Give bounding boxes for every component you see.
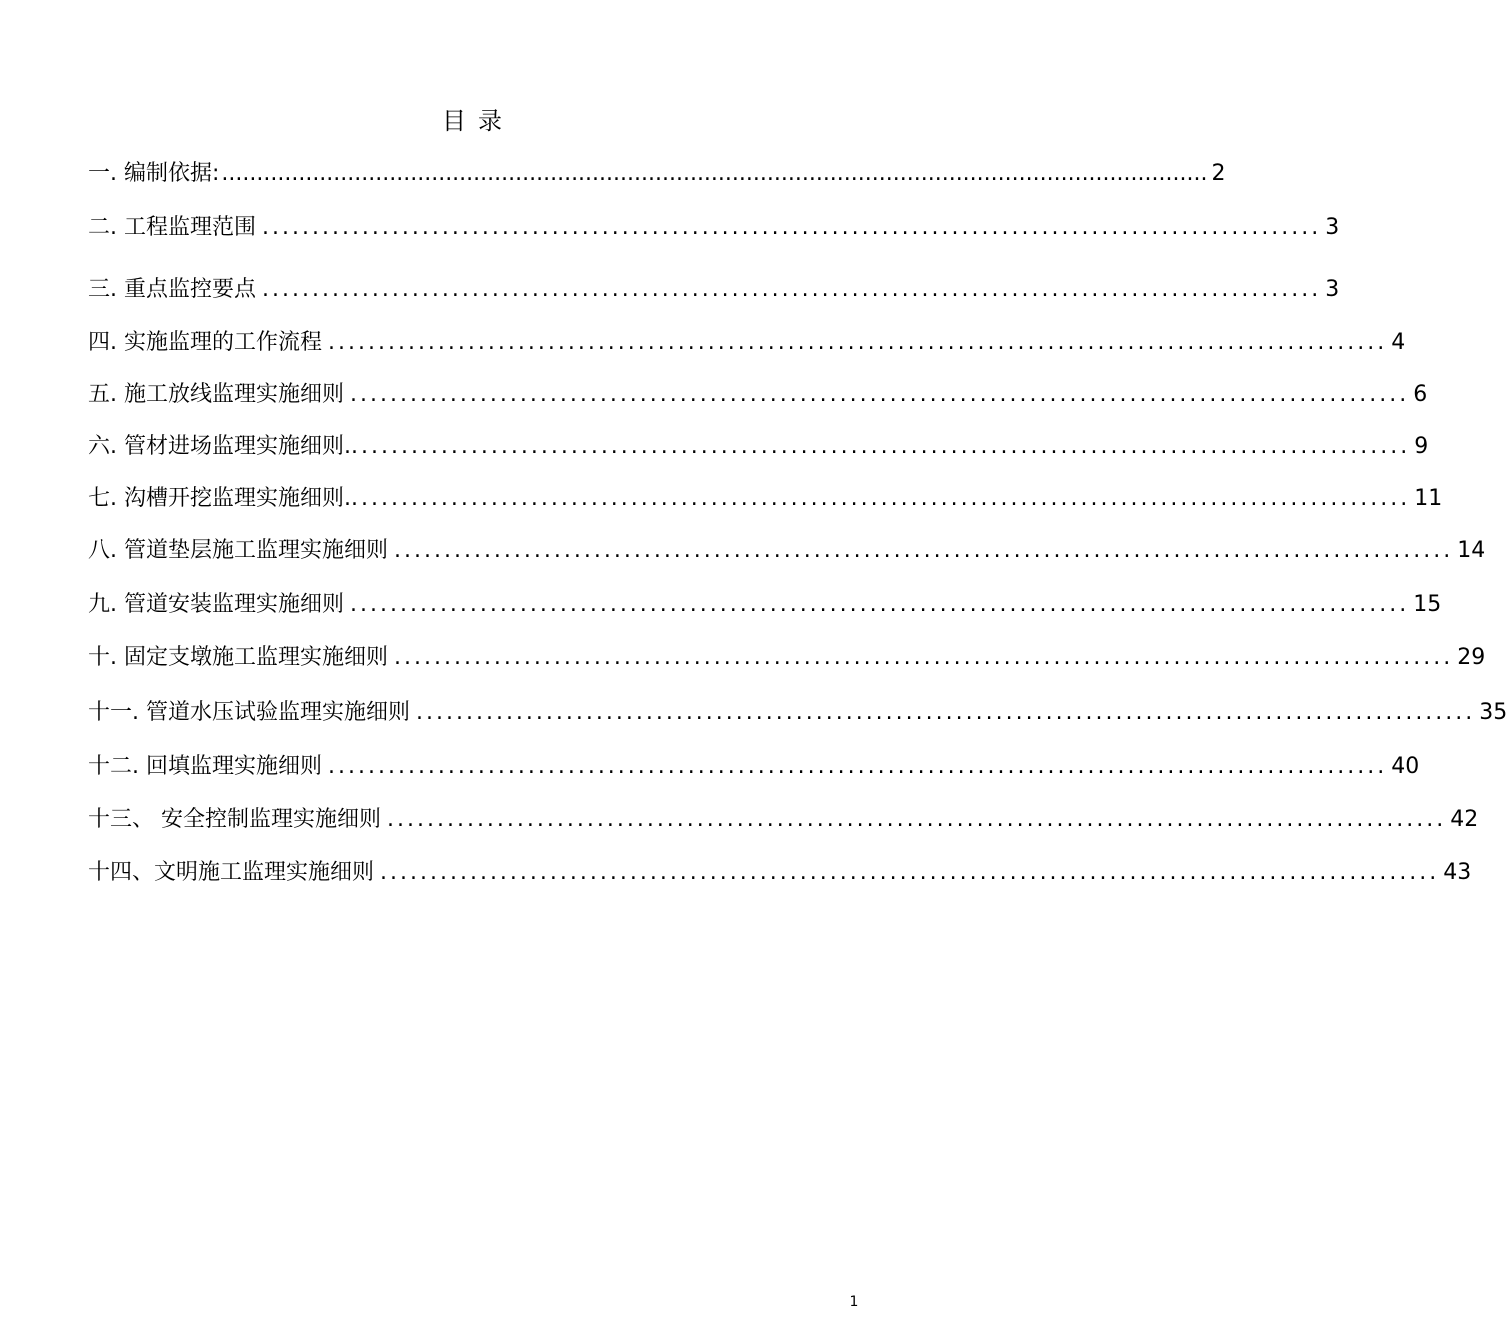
- toc-entry-text: 九. 管道安装监理实施细则: [88, 592, 344, 617]
- toc-entry-text: 七. 沟槽开挖监理实施细则.: [88, 486, 351, 511]
- toc-leader-dots: ..........................................................................................................: [328, 330, 1388, 355]
- toc-entry-page: 29: [1457, 645, 1486, 670]
- toc-entry-text: 八. 管道垫层施工监理实施细则: [88, 538, 388, 563]
- toc-entry-page: 4: [1391, 330, 1406, 355]
- toc-entry[interactable]: [88, 857, 1472, 889]
- toc-leader-dots: ..........................................................................................................: [394, 645, 1454, 670]
- toc-leader-dots: ..........................................................................................................: [416, 700, 1476, 725]
- toc-leader-dots: ..........................................................................................................: [394, 538, 1454, 563]
- toc-entry[interactable]: [88, 158, 1226, 190]
- toc-entry-text: 二. 工程监理范围: [88, 215, 256, 240]
- toc-entry-page: 11: [1414, 486, 1443, 511]
- toc-entry-page: 43: [1443, 860, 1472, 885]
- toc-entry-text: 六. 管材进场监理实施细则.: [88, 434, 351, 459]
- toc-leader-dots: ..........................................................................................................: [262, 277, 1322, 302]
- toc-entry[interactable]: [88, 431, 1429, 463]
- toc-entry[interactable]: [88, 327, 1406, 359]
- toc-entry-text: 四. 实施监理的工作流程: [88, 330, 322, 355]
- toc-entry-page: 42: [1450, 807, 1479, 832]
- toc-entry-text: 十三、 安全控制监理实施细则: [88, 807, 381, 832]
- toc-leader-dots: ..........................................................................................................: [380, 860, 1440, 885]
- toc-entry[interactable]: [88, 751, 1420, 783]
- toc-entry[interactable]: [88, 804, 1479, 836]
- toc-entry-page: 15: [1413, 592, 1442, 617]
- toc-entry[interactable]: [88, 642, 1486, 674]
- toc-entry-page: 14: [1457, 538, 1486, 563]
- toc-leader-dots: ..........................................................................................................: [350, 592, 1410, 617]
- toc-entry-text: 五. 施工放线监理实施细则: [88, 382, 344, 407]
- toc-entry-page: 3: [1325, 277, 1340, 302]
- toc-entry-text: 一. 编制依据:: [88, 161, 220, 186]
- toc-entry[interactable]: [88, 483, 1443, 515]
- toc-entry-text: 十一. 管道水压试验监理实施细则: [88, 700, 410, 725]
- toc-leader-dots: ..........................................................................................................: [350, 382, 1410, 407]
- page-number: 1: [849, 1294, 859, 1310]
- toc-entry[interactable]: [88, 212, 1340, 244]
- toc-entry[interactable]: [88, 274, 1340, 306]
- toc-entry[interactable]: [88, 697, 1507, 729]
- toc-leader-dots: ..........................................................................................................: [387, 807, 1447, 832]
- toc-entry-page: 35: [1479, 700, 1507, 725]
- toc-leader-dots: ..........................................................................................................: [350, 486, 1411, 511]
- toc-entry-text: 三. 重点监控要点: [88, 277, 256, 302]
- toc-leader-dots: ..........................................................................................................: [350, 434, 1411, 459]
- toc-leader-dots: .............................................................................................................................................: [221, 161, 1208, 186]
- toc-entry-page: 40: [1391, 754, 1420, 779]
- toc-title: 目录: [442, 107, 514, 135]
- toc-leader-dots: ..........................................................................................................: [328, 754, 1388, 779]
- toc-entry[interactable]: [88, 589, 1442, 621]
- toc-entry-page: 6: [1413, 382, 1428, 407]
- toc-entry-text: 十. 固定支墩施工监理实施细则: [88, 645, 388, 670]
- toc-entry[interactable]: [88, 535, 1486, 567]
- toc-entry-page: 3: [1325, 215, 1340, 240]
- toc-entry-text: 十二. 回填监理实施细则: [88, 754, 322, 779]
- toc-entry-page: 9: [1414, 434, 1429, 459]
- toc-entry-text: 十四、文明施工监理实施细则: [88, 860, 375, 885]
- toc-leader-dots: ..........................................................................................................: [262, 215, 1322, 240]
- toc-entry-page: 2: [1211, 161, 1226, 186]
- toc-entry[interactable]: [88, 379, 1428, 411]
